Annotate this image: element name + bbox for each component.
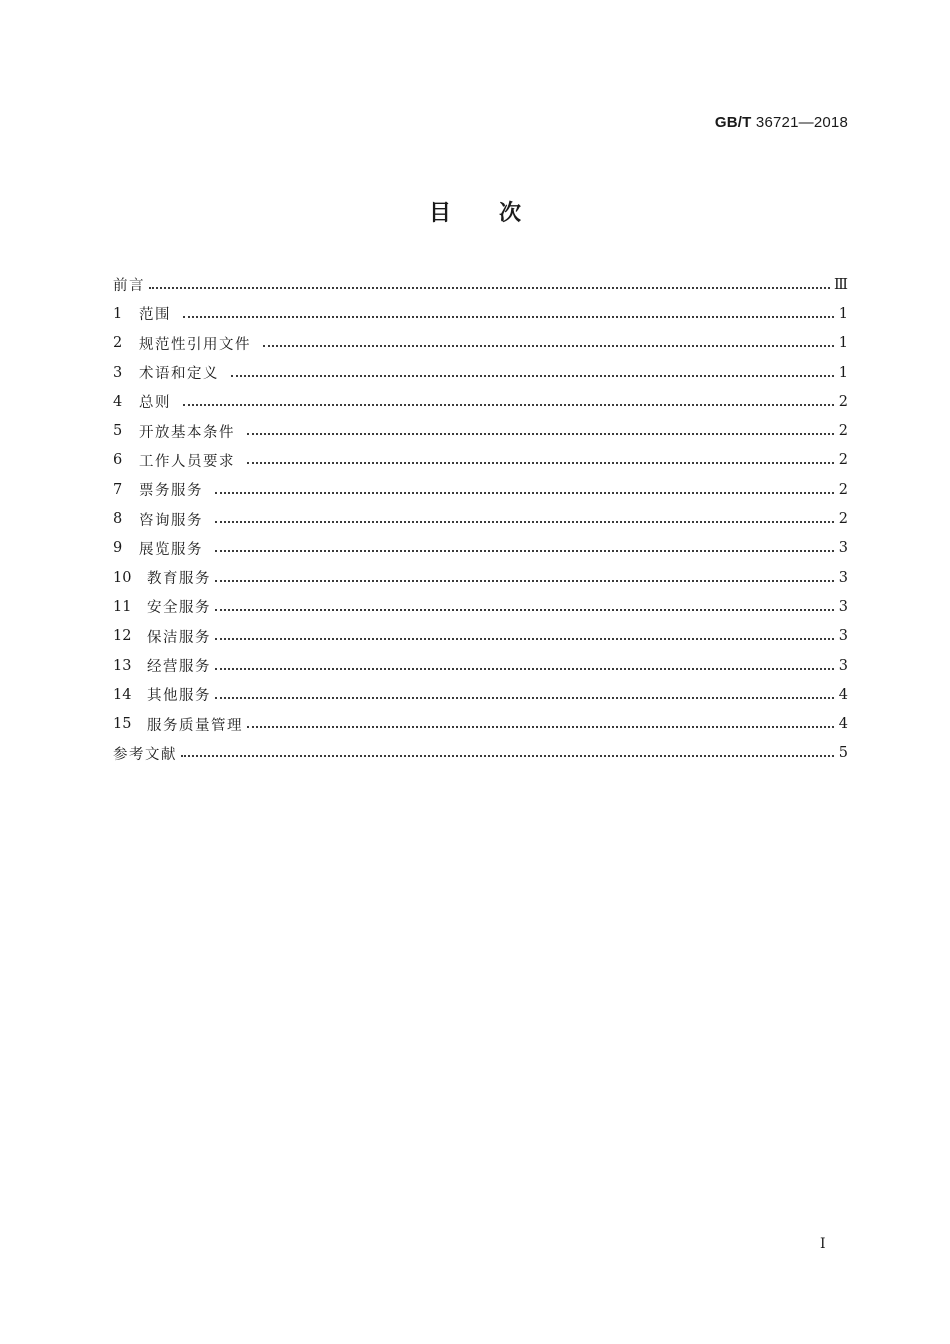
toc-label: 规范性引用文件 (139, 336, 251, 353)
toc-section-number: 3 (113, 364, 123, 381)
toc-entry-4[interactable] (113, 387, 848, 416)
toc-page-number: 3 (838, 598, 848, 615)
toc-leader-dots (263, 345, 834, 347)
toc-label: 教育服务 (147, 571, 211, 588)
toc-entry-2[interactable] (113, 329, 848, 358)
toc-entry-foreword[interactable] (113, 270, 848, 299)
toc-entry-6[interactable] (113, 446, 848, 475)
toc-label: 工作人员要求 (139, 453, 235, 470)
toc-entry-9[interactable] (113, 534, 848, 563)
toc-page-number: 3 (838, 569, 848, 586)
page-title: 目次 (428, 201, 569, 226)
toc-label: 其他服务 (147, 688, 211, 705)
toc-section-number: 5 (113, 423, 123, 440)
toc-page-number: 1 (838, 364, 848, 381)
standard-number: 36721—2018 (755, 114, 848, 131)
toc-label: 前言 (113, 278, 145, 295)
toc-leader-dots (181, 755, 834, 757)
toc-label: 展览服务 (139, 541, 203, 558)
toc-page-number: 2 (838, 393, 848, 410)
toc-leader-dots (215, 521, 834, 523)
toc-page-number: 2 (838, 452, 848, 469)
toc-label: 咨询服务 (139, 512, 203, 529)
toc-section-number: 1 (113, 305, 123, 322)
document-code (715, 114, 848, 131)
toc-page-number: 1 (838, 305, 848, 322)
toc-entry-5[interactable] (113, 416, 848, 445)
toc-entry-15[interactable] (113, 709, 848, 738)
toc-entry-13[interactable] (113, 651, 848, 680)
page-number: Ⅰ (820, 1236, 826, 1252)
toc-page-number: 1 (838, 335, 848, 352)
toc-leader-dots (149, 287, 830, 289)
toc-section-number: 12 (113, 628, 132, 645)
toc-leader-dots (215, 550, 834, 552)
toc-section-number: 15 (113, 716, 132, 733)
toc-entry-3[interactable] (113, 358, 848, 387)
toc-page-number: Ⅲ (834, 276, 848, 293)
toc-page-number: 3 (838, 657, 848, 674)
toc-page-number: 3 (838, 540, 848, 557)
toc-label: 安全服务 (147, 600, 211, 617)
toc-label: 术语和定义 (139, 366, 219, 383)
toc-leader-dots (215, 492, 834, 494)
toc-entry-11[interactable] (113, 592, 848, 621)
toc-label: 开放基本条件 (139, 424, 235, 441)
toc-leader-dots (215, 638, 834, 640)
toc-label: 经营服务 (147, 659, 211, 675)
toc-section-number: 11 (113, 598, 132, 615)
toc-label: 总则 (139, 395, 171, 412)
toc-entry-12[interactable] (113, 622, 848, 651)
standard-prefix: GB/T (714, 114, 752, 131)
toc-section-number: 7 (113, 481, 123, 498)
toc-page-number: 5 (838, 745, 848, 762)
toc-section-number: 2 (113, 335, 123, 352)
toc-leader-dots (183, 316, 834, 318)
toc-leader-dots (215, 668, 834, 670)
toc-page-number: 3 (838, 628, 848, 645)
toc-leader-dots (215, 697, 834, 699)
toc-page-number: 4 (838, 686, 848, 703)
toc-page-number: 2 (838, 481, 848, 498)
toc-entry-8[interactable] (113, 504, 848, 533)
toc-page-number: 2 (838, 511, 848, 528)
toc-leader-dots (183, 404, 834, 406)
toc-label: 票务服务 (139, 483, 203, 500)
toc-entry-10[interactable] (113, 563, 848, 592)
toc-leader-dots (247, 462, 834, 464)
toc-label: 范围 (139, 307, 171, 324)
toc-section-number: 6 (113, 452, 123, 469)
toc-leader-dots (215, 609, 834, 611)
toc-page-number: 2 (838, 423, 848, 440)
toc-label: 参考文献 (113, 746, 177, 763)
toc-leader-dots (215, 580, 834, 582)
toc-section-number: 14 (113, 686, 132, 703)
toc-page-number: 4 (838, 716, 848, 733)
toc-leader-dots (247, 726, 834, 728)
toc-entry-14[interactable] (113, 680, 848, 709)
toc-section-number: 9 (113, 540, 123, 557)
toc-label: 服务质量管理 (147, 717, 243, 734)
toc-entry-7[interactable] (113, 475, 848, 504)
toc-leader-dots (247, 433, 834, 435)
toc-label: 保洁服务 (147, 629, 211, 646)
toc-section-number: 4 (113, 393, 123, 410)
toc-entry-references[interactable] (113, 739, 848, 768)
table-of-contents (113, 270, 848, 768)
toc-section-number: 8 (113, 511, 123, 528)
toc-leader-dots (231, 375, 834, 377)
toc-section-number: 13 (113, 657, 132, 674)
toc-entry-1[interactable] (113, 299, 848, 328)
toc-section-number: 10 (113, 569, 132, 586)
